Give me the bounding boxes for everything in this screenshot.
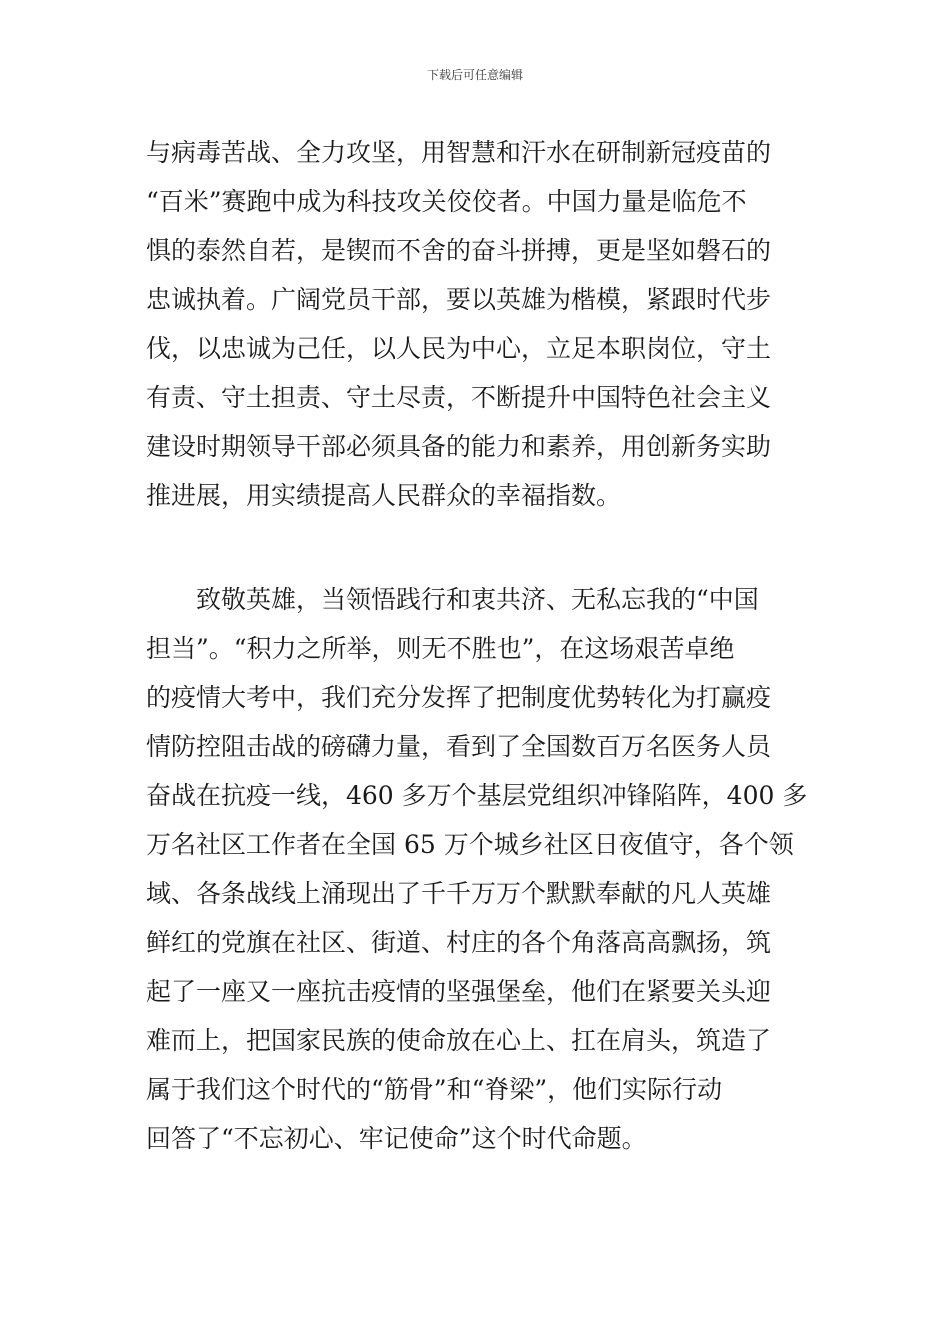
text-line: 万名社区工作者在全国 65 万个城乡社区日夜值守，各个领 — [146, 830, 794, 859]
text-line: 属于我们这个时代的“筋骨”和“脊梁”，他们实际行动 — [146, 1075, 723, 1104]
text-line: 情防控阻击战的磅礴力量，看到了全国数百万名医务人员 — [146, 732, 772, 761]
text-line: 忠诚执着。广阔党员干部，要以英雄为楷模，紧跟时代步 — [146, 285, 772, 314]
text-line: 域、各条战线上涌现出了千千万万个默默奉献的凡人英雄 — [146, 879, 772, 908]
text-line: 建设时期领导干部必须具备的能力和素养，用创新务实助 — [146, 432, 772, 461]
text-line: 奋战在抗疫一线，460 多万个基层党组织冲锋陷阵，400 多 — [146, 781, 808, 810]
text-line: 推进展，用实绩提高人民群众的幸福指数。 — [146, 481, 622, 510]
text-line: “百米”赛跑中成为科技攻关佼佼者。中国力量是临危不 — [146, 187, 747, 216]
text-line: 的疫情大考中，我们充分发挥了把制度优势转化为打赢疫 — [146, 683, 772, 712]
text-line: 伐，以忠诚为己任，以人民为中心，立足本职岗位，守土 — [146, 334, 772, 363]
page-header: 下载后可任意编辑 — [426, 68, 523, 82]
text-line: 鲜红的党旗在社区、街道、村庄的各个角落高高飘扬，筑 — [146, 928, 772, 957]
text-line: 与病毒苦战、全力攻坚，用智慧和汗水在研制新冠疫苗的 — [146, 138, 772, 167]
paragraph-2 — [146, 575, 808, 1163]
text-line: 起了一座又一座抗击疫情的坚强堡垒，他们在紧要关头迎 — [146, 977, 772, 1006]
text-line: 回答了“不忘初心、牢记使命”这个时代命题。 — [146, 1124, 647, 1153]
text-line: 惧的泰然自若，是锲而不舍的奋斗拼搏，更是坚如磐石的 — [146, 236, 772, 265]
text-line: 难而上，把国家民族的使命放在心上、扛在肩头，筑造了 — [146, 1026, 772, 1055]
text-line: 担当”。“积力之所举，则无不胜也”，在这场艰苦卓绝 — [146, 634, 735, 663]
paragraph-1 — [146, 128, 808, 520]
text-line: 致敬英雄，当领悟践行和衷共济、无私忘我的“中国 — [196, 585, 759, 614]
text-line: 有责、守土担责、守土尽责，不断提升中国特色社会主义 — [146, 383, 772, 412]
